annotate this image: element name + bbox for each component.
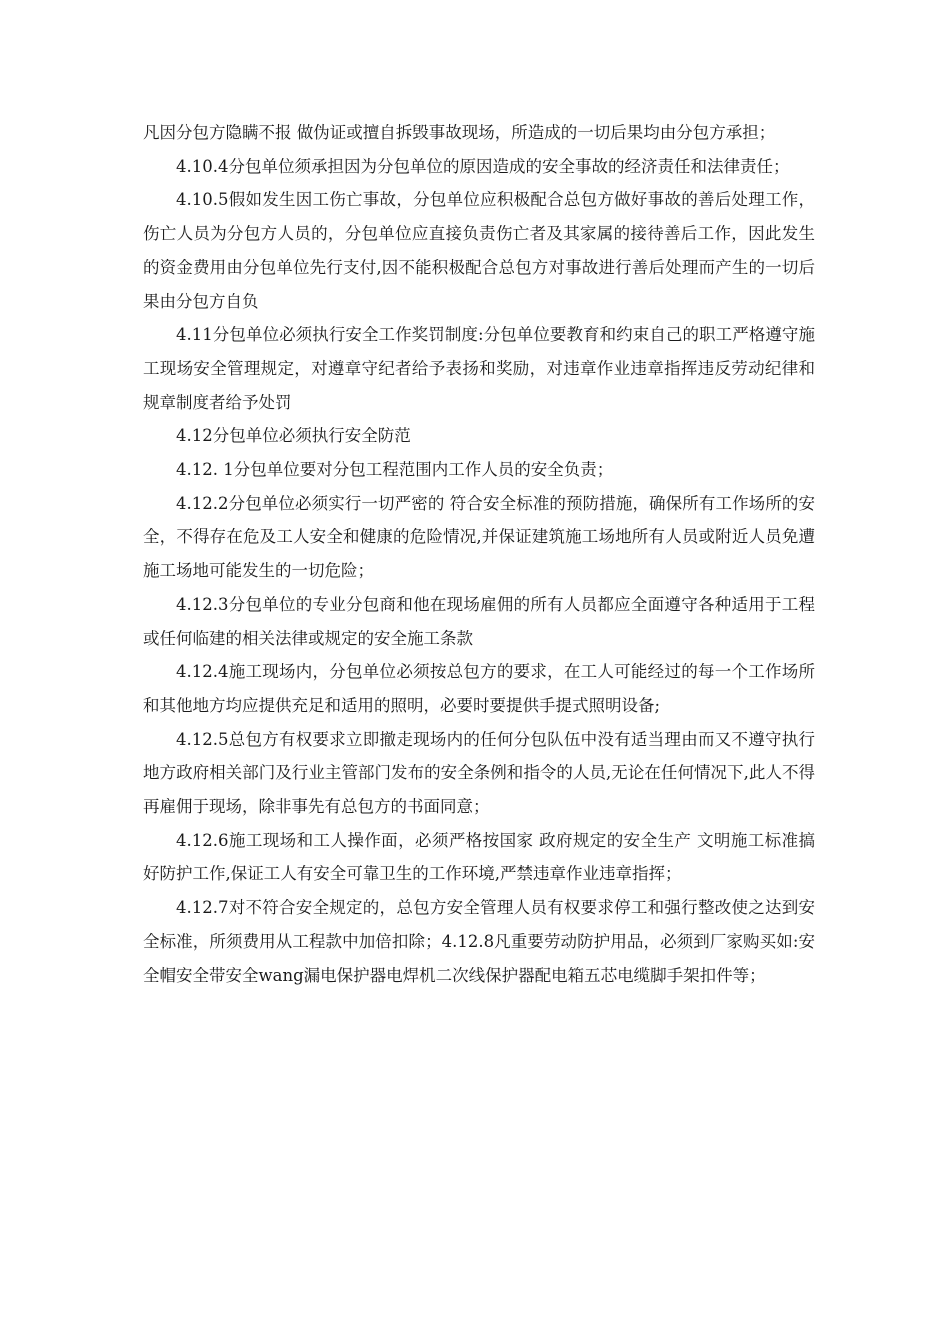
paragraph-4-10-4: 4.10.4分包单位须承担因为分包单位的原因造成的安全事故的经济责任和法律责任；	[176, 156, 790, 176]
paragraph-4-12-1: 4.12. 1分包单位要对分包工程范围内工作人员的安全负责；	[176, 460, 614, 480]
document-body	[143, 116, 815, 992]
paragraph-4-12-3: 4.12.3分包单位的专业分包商和他在现场雇佣的所有人员都应全面遵守各种适用于工程或任何临建的相关法律或规定的安全施工条款	[143, 594, 815, 648]
paragraph-4-12-7: 4.12.7对不符合安全规定的，总包方安全管理人员有权要求停工和强行整改使之达到安全标准，所须费用从工程款中加倍扣除；4.12.8凡重要劳动防护用品，必须到厂家购买如:安全帽安全带安全wang漏电保护器电焊机二次线保护器配电箱五芯电缆脚手架扣件等；	[143, 898, 815, 985]
paragraph-4-12: 4.12分包单位必须执行安全防范	[176, 426, 411, 446]
paragraph-4-12-2: 4.12.2分包单位必须实行一切严密的 符合安全标准的预防措施，确保所有工作场所的安全，不得存在危及工人安全和健康的危险情况,并保证建筑施工场地所有人员或附近人员免遭施工场地可能发生的一切危险；	[143, 493, 815, 581]
paragraph-4-11: 4.11分包单位必须执行安全工作奖罚制度:分包单位要教育和约束自己的职工严格遵守施工现场安全管理规定，对遵章守纪者给予表扬和奖励，对违章作业违章指挥违反劳动纪律和规章制度者给予处罚	[143, 325, 815, 412]
paragraph-4-12-4: 4.12.4施工现场内，分包单位必须按总包方的要求，在工人可能经过的每一个工作场所和其他地方均应提供充足和适用的照明，必要时要提供手提式照明设备;	[143, 662, 815, 715]
paragraph-continuation: 凡因分包方隐瞒不报 做伪证或擅自拆毁事故现场，所造成的一切后果均由分包方承担；	[143, 123, 776, 142]
paragraph-4-12-6: 4.12.6施工现场和工人操作面，必须严格按国家 政府规定的安全生产 文明施工标准搞好防护工作,保证工人有安全可靠卫生的工作环境,严禁违章作业违章指挥；	[143, 830, 815, 884]
paragraph-4-12-5: 4.12.5总包方有权要求立即撤走现场内的任何分包队伍中没有适当理由而又不遵守执行地方政府相关部门及行业主管部门发布的安全条例和指令的人员,无论在任何情况下,此人不得再雇佣于现场，除非事先有总包方的书面同意；	[143, 729, 815, 817]
paragraph-4-10-5: 4.10.5假如发生因工伤亡事故，分包单位应积极配合总包方做好事故的善后处理工作，伤亡人员为分包方人员的，分包单位应直接负责伤亡者及其家属的接待善后工作，因此发生的资金费用由分包单位先行支付,因不能积极配合总包方对事故进行善后处理而产生的一切后果由分包方自负	[143, 190, 815, 311]
